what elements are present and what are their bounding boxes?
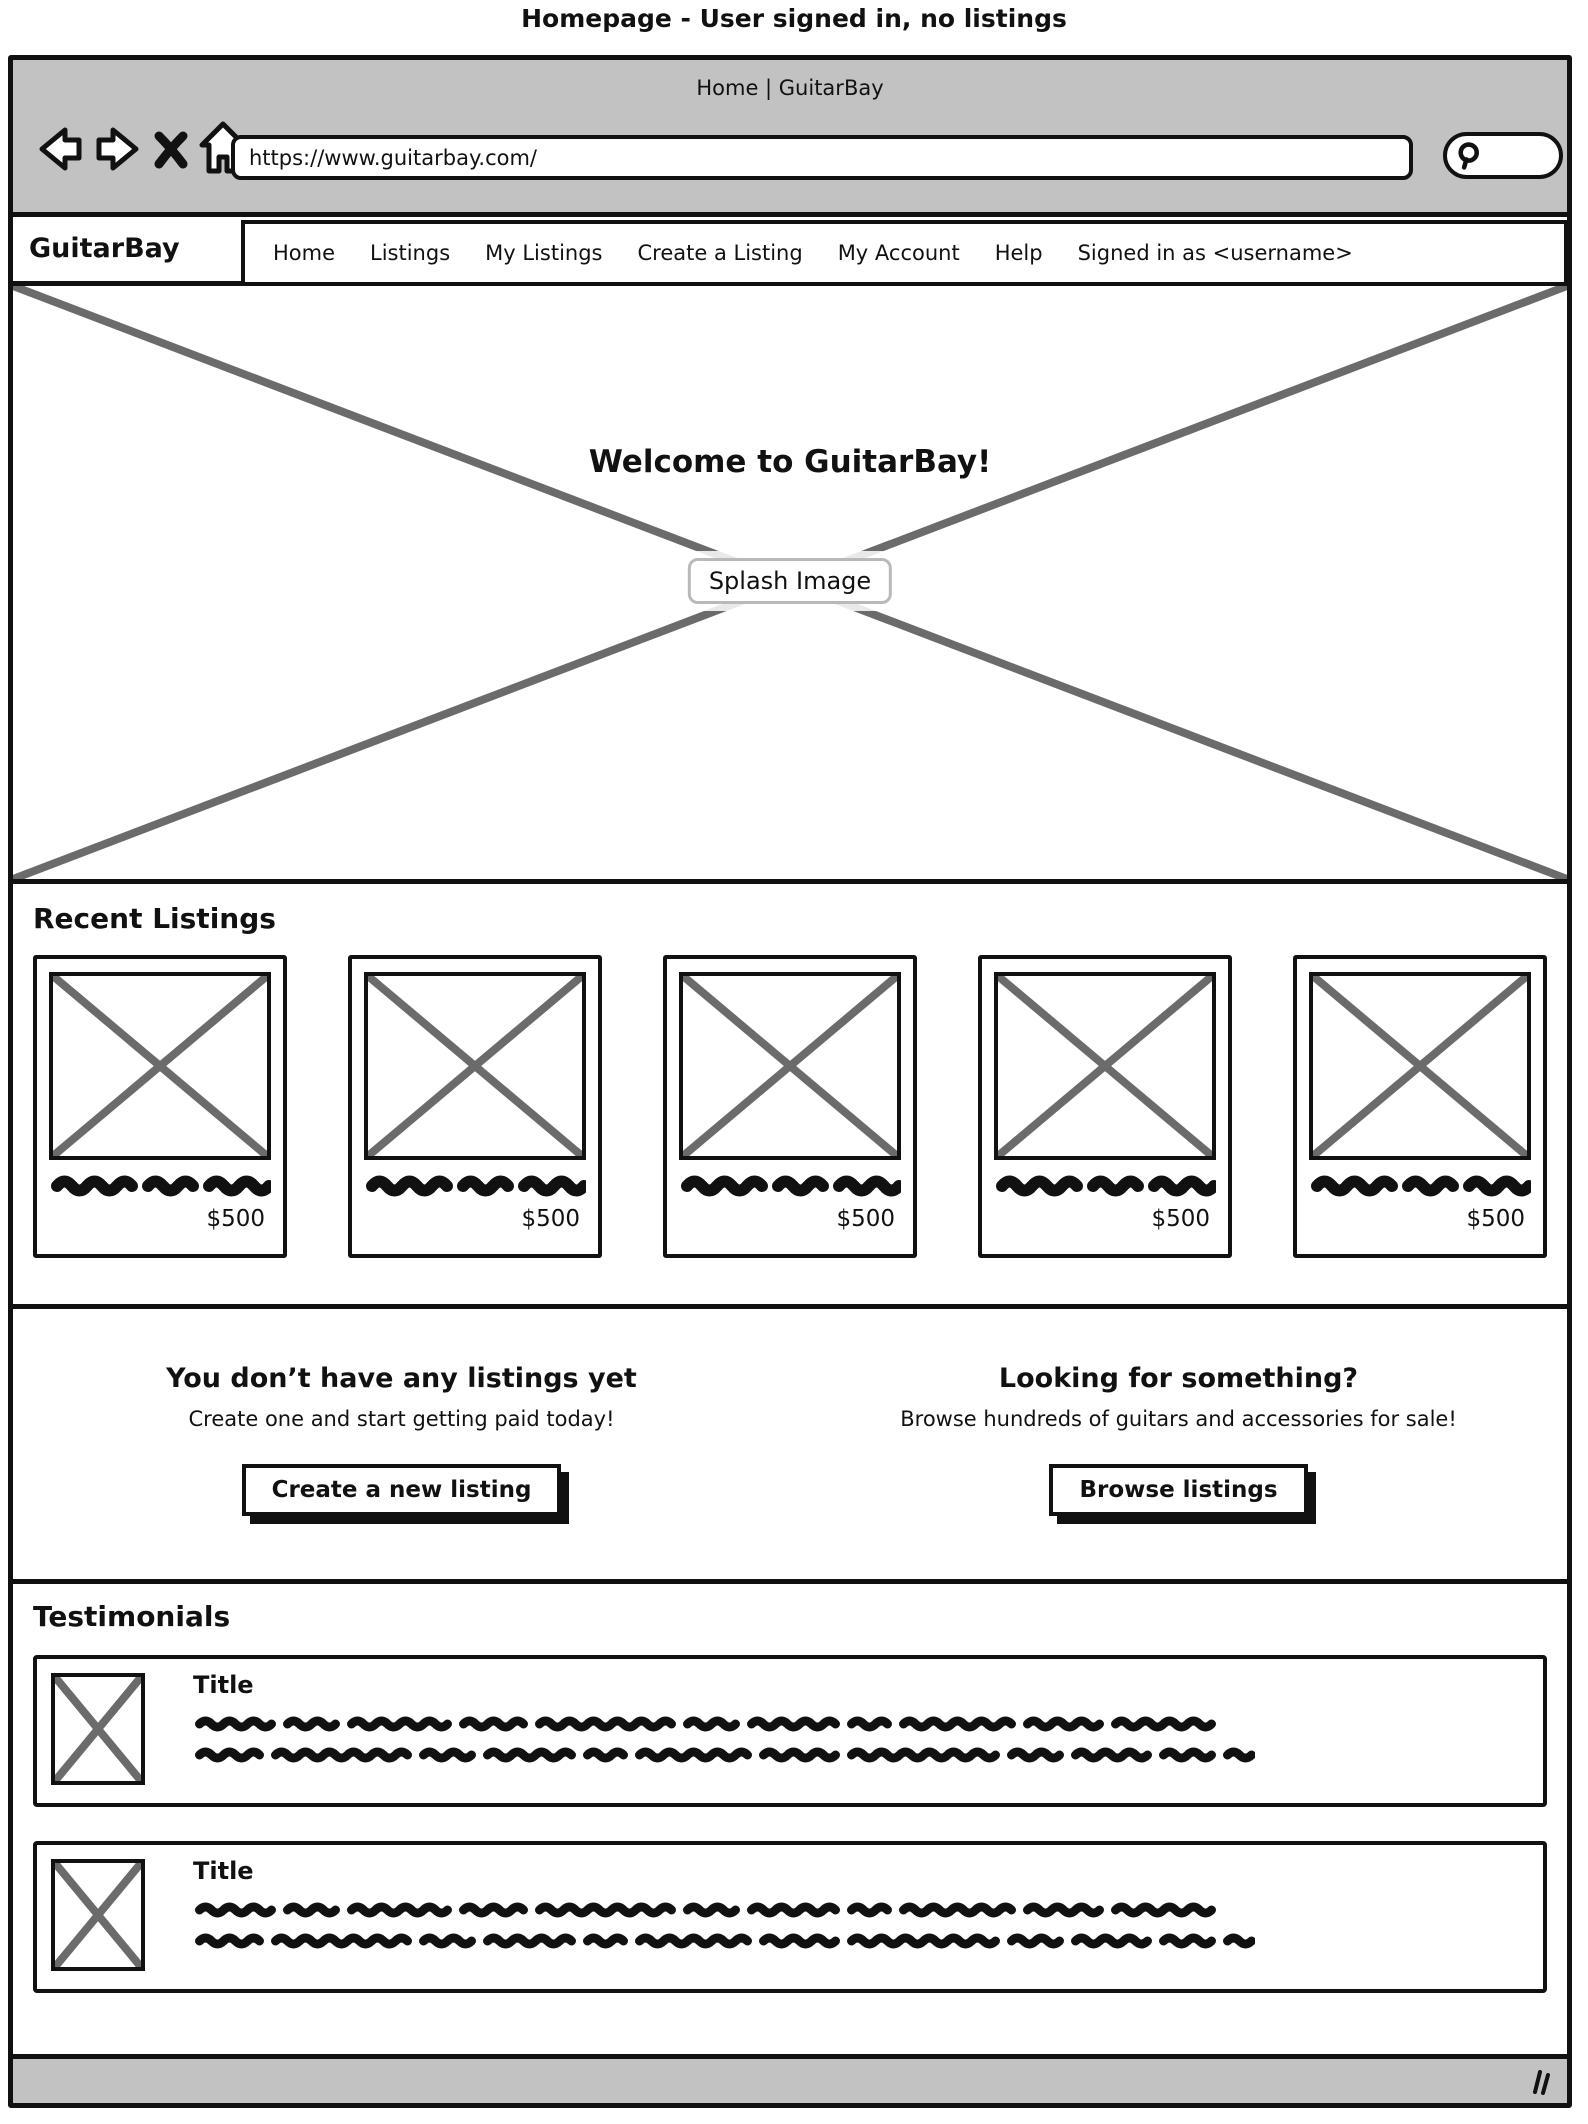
welcome-heading: Welcome to GuitarBay! <box>588 444 992 480</box>
listing-price: $500 <box>836 1206 895 1232</box>
recent-listings-heading: Recent Listings <box>33 902 276 935</box>
testimonial-title: Title <box>193 1857 254 1885</box>
back-arrow-icon <box>35 126 85 172</box>
mockup-title: Homepage - User signed in, no listings <box>521 4 1067 33</box>
listing-card[interactable] <box>978 955 1232 1258</box>
nav-item-home[interactable]: Home <box>273 241 336 265</box>
main-nav <box>241 220 1568 286</box>
testimonial-title: Title <box>193 1671 254 1699</box>
listing-title-scribble <box>679 1168 901 1204</box>
url-text: https://www.guitarbay.com/ <box>249 145 537 170</box>
listing-title-scribble <box>994 1168 1216 1204</box>
listing-price: $500 <box>521 1206 580 1232</box>
testimonial-avatar-placeholder <box>51 1673 145 1785</box>
image-placeholder-x-icon <box>368 976 582 1156</box>
search-icon <box>1456 140 1486 172</box>
forward-arrow-icon <box>93 126 143 172</box>
testimonial-text-scribble <box>193 1742 1255 1768</box>
browser-search[interactable] <box>1443 132 1563 179</box>
testimonials-section <box>13 1584 1567 2054</box>
nav-item-signed-in-user[interactable]: Signed in as <username> <box>1077 241 1353 265</box>
cta-browse <box>790 1309 1567 1579</box>
listing-price: $500 <box>206 1206 265 1232</box>
cta-no-listings-subtitle: Create one and start getting paid today! <box>188 1407 615 1431</box>
site-header <box>13 217 1567 286</box>
listing-image-placeholder <box>994 972 1216 1160</box>
url-bar[interactable] <box>231 135 1413 180</box>
cta-no-listings <box>13 1309 790 1579</box>
listing-cards-row <box>33 955 1547 1258</box>
splash-image-label: Splash Image <box>688 558 892 604</box>
browser-tab-title: Home | GuitarBay <box>696 76 884 100</box>
image-placeholder-x-icon <box>55 1863 141 1967</box>
recent-listings-section <box>13 884 1567 1309</box>
testimonial-text-scribble <box>193 1928 1255 1954</box>
cta-section <box>13 1309 1567 1584</box>
cta-no-listings-title: You don’t have any listings yet <box>166 1363 637 1394</box>
create-new-listing-button[interactable]: Create a new listing <box>242 1464 562 1516</box>
browser-window <box>8 55 1572 2108</box>
cta-browse-title: Looking for something? <box>998 1363 1359 1394</box>
image-placeholder-x-icon <box>1313 976 1527 1156</box>
testimonial-card <box>33 1655 1547 1807</box>
listing-image-placeholder <box>49 972 271 1160</box>
listing-title-scribble <box>364 1168 586 1204</box>
listing-title-scribble <box>49 1168 271 1204</box>
testimonial-text-scribble <box>193 1711 1223 1737</box>
testimonial-card <box>33 1841 1547 1993</box>
listing-title-scribble <box>1309 1168 1531 1204</box>
image-placeholder-x-icon <box>53 976 267 1156</box>
cta-browse-subtitle: Browse hundreds of guitars and accessories for sale! <box>900 1407 1457 1431</box>
nav-item-listings[interactable]: Listings <box>370 241 451 265</box>
back-button[interactable] <box>35 126 85 172</box>
resize-handle-icon[interactable] <box>1523 2066 1551 2096</box>
listing-card[interactable] <box>348 955 602 1258</box>
listing-card[interactable] <box>1293 955 1547 1258</box>
stop-x-icon <box>151 128 191 172</box>
testimonial-body <box>145 1845 1543 1989</box>
listing-image-placeholder <box>679 972 901 1160</box>
nav-item-create-listing[interactable]: Create a Listing <box>637 241 803 265</box>
image-placeholder-x-icon <box>998 976 1212 1156</box>
forward-button[interactable] <box>93 126 143 172</box>
site-logo[interactable]: GuitarBay <box>29 233 180 264</box>
testimonial-text-scribble <box>193 1897 1223 1923</box>
splash-image-placeholder <box>13 286 1567 884</box>
listing-card[interactable] <box>33 955 287 1258</box>
image-placeholder-x-icon <box>55 1677 141 1781</box>
testimonials-heading: Testimonials <box>33 1600 231 1633</box>
listing-image-placeholder <box>364 972 586 1160</box>
nav-item-help[interactable]: Help <box>994 241 1043 265</box>
nav-item-my-listings[interactable]: My Listings <box>485 241 603 265</box>
image-placeholder-x-icon <box>683 976 897 1156</box>
listing-price: $500 <box>1151 1206 1210 1232</box>
browser-chrome <box>13 60 1567 217</box>
testimonial-body <box>145 1659 1543 1803</box>
listing-price: $500 <box>1466 1206 1525 1232</box>
browse-listings-button[interactable]: Browse listings <box>1049 1464 1307 1516</box>
testimonial-avatar-placeholder <box>51 1859 145 1971</box>
listing-card[interactable] <box>663 955 917 1258</box>
listing-image-placeholder <box>1309 972 1531 1160</box>
nav-item-my-account[interactable]: My Account <box>837 241 960 265</box>
stop-button[interactable] <box>151 128 191 172</box>
status-bar <box>13 2054 1567 2103</box>
